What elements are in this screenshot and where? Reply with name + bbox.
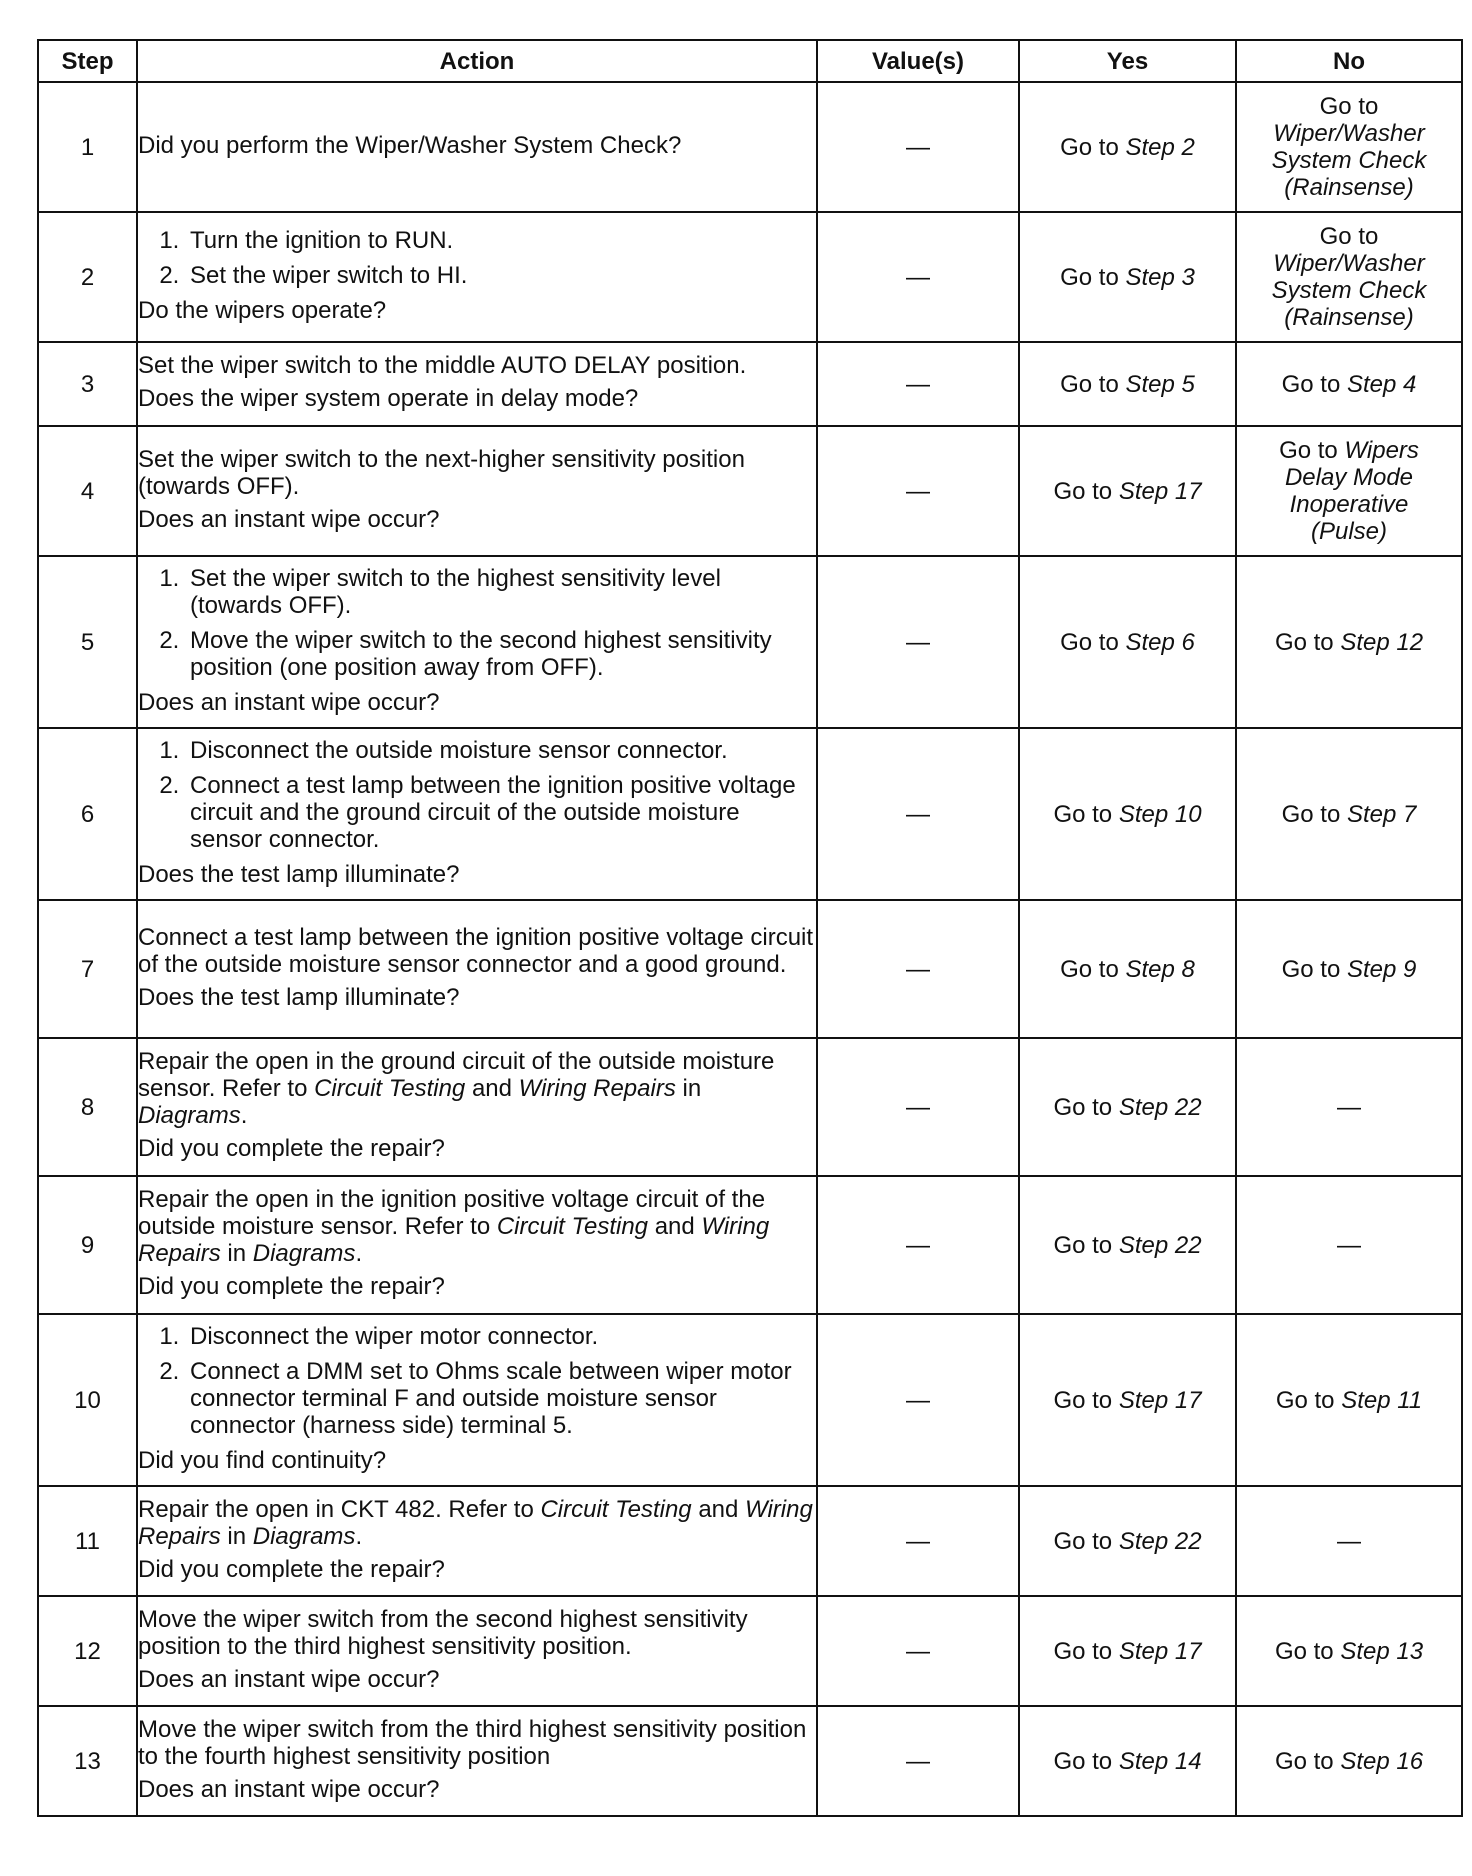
value-cell: — bbox=[817, 1314, 1019, 1486]
action-cell bbox=[137, 212, 817, 342]
no-step-ref: Step 13 bbox=[1340, 1637, 1424, 1665]
yes-step-ref: Step 5 bbox=[1125, 370, 1195, 398]
no-step-ref: Step 11 bbox=[1341, 1386, 1423, 1414]
value-cell: — bbox=[817, 82, 1019, 212]
step-number: 10 bbox=[38, 1314, 137, 1486]
yes-step-ref: Step 3 bbox=[1125, 263, 1195, 291]
table-row bbox=[38, 1038, 1462, 1176]
step-number: 9 bbox=[38, 1176, 137, 1314]
action-cell bbox=[137, 1038, 817, 1176]
action-instruction: Move the wiper switch from the third highest sensitivity position to the fourth highest sensitivity position bbox=[138, 1715, 807, 1770]
action-step-item: 2. Connect a test lamp between the ignition positive voltage circuit and the ground circuit of the outside moisture sensor connector. bbox=[186, 772, 816, 853]
action-question: Did you find continuity? bbox=[138, 1446, 387, 1474]
value-cell: — bbox=[817, 426, 1019, 556]
action-cell bbox=[137, 1486, 817, 1596]
yes-cell: Go to Step 22 bbox=[1019, 1486, 1236, 1596]
action-cell bbox=[137, 1706, 817, 1816]
table-row bbox=[38, 900, 1462, 1038]
step-number: 12 bbox=[38, 1596, 137, 1706]
no-step-ref: Step 4 bbox=[1346, 370, 1417, 398]
yes-cell: Go to Step 3 bbox=[1019, 212, 1236, 342]
header-step: Step bbox=[38, 40, 137, 82]
yes-step-ref: Step 2 bbox=[1125, 133, 1195, 161]
table-row bbox=[38, 82, 1462, 212]
yes-step-ref: Step 22 bbox=[1118, 1231, 1202, 1259]
action-question: Does an instant wipe occur? bbox=[138, 688, 440, 716]
no-step-ref: Step 9 bbox=[1346, 955, 1417, 983]
value-cell: — bbox=[817, 1176, 1019, 1314]
no-step-ref: Step 7 bbox=[1346, 800, 1417, 828]
action-question: Does an instant wipe occur? bbox=[138, 1665, 440, 1693]
yes-cell: Go to Step 17 bbox=[1019, 426, 1236, 556]
action-step-item: 1. Disconnect the wiper motor connector. bbox=[186, 1323, 816, 1350]
header-no: No bbox=[1236, 40, 1462, 82]
action-step-item: 2. Set the wiper switch to HI. bbox=[186, 262, 816, 289]
no-cell: Go to Wipers Delay Mode Inoperative (Pulse) bbox=[1236, 426, 1462, 556]
action-instruction: Move the wiper switch from the second highest sensitivity position to the third highest sensitivity position. bbox=[138, 1605, 748, 1660]
table-row bbox=[38, 556, 1462, 728]
step-number: 8 bbox=[38, 1038, 137, 1176]
value-cell: — bbox=[817, 556, 1019, 728]
action-question: Does the wiper system operate in delay mode? bbox=[138, 385, 639, 412]
action-question: Did you complete the repair? bbox=[138, 1273, 445, 1300]
step-number: 2 bbox=[38, 212, 137, 342]
value-cell: — bbox=[817, 342, 1019, 426]
step-number: 13 bbox=[38, 1706, 137, 1816]
action-steps bbox=[138, 1323, 816, 1439]
action-cell bbox=[137, 728, 817, 900]
action-cell bbox=[137, 556, 817, 728]
yes-step-ref: Step 22 bbox=[1118, 1527, 1202, 1555]
step-number: 5 bbox=[38, 556, 137, 728]
no-cell: Go to Step 11 bbox=[1236, 1314, 1462, 1486]
value-cell: — bbox=[817, 1038, 1019, 1176]
step-number: 4 bbox=[38, 426, 137, 556]
no-cell: — bbox=[1236, 1038, 1462, 1176]
action-step-item: 2. Move the wiper switch to the second highest sensitivity position (one position away from OFF). bbox=[186, 627, 816, 681]
step-number: 11 bbox=[38, 1486, 137, 1596]
step-number: 1 bbox=[38, 82, 137, 212]
no-cell: Go to Step 16 bbox=[1236, 1706, 1462, 1816]
action-cell bbox=[137, 900, 817, 1038]
action-cell bbox=[137, 1314, 817, 1486]
yes-cell: Go to Step 22 bbox=[1019, 1038, 1236, 1176]
no-cell: Go to Step 7 bbox=[1236, 728, 1462, 900]
no-step-ref: Step 12 bbox=[1340, 628, 1424, 656]
no-cell: Go to Wiper/Washer System Check (Rainsense) bbox=[1236, 212, 1462, 342]
yes-step-ref: Step 8 bbox=[1125, 955, 1195, 983]
action-step-item: 2. Connect a DMM set to Ohms scale between wiper motor connector terminal F and outside moisture sensor connector (harness side) terminal 5. bbox=[186, 1358, 816, 1439]
action-question: Does an instant wipe occur? bbox=[138, 505, 440, 533]
step-number: 6 bbox=[38, 728, 137, 900]
no-cell: Go to Wiper/Washer System Check (Rainsense) bbox=[1236, 82, 1462, 212]
table-row bbox=[38, 1314, 1462, 1486]
header-values: Value(s) bbox=[817, 40, 1019, 82]
action-question: Does the test lamp illuminate? bbox=[138, 860, 460, 888]
action-steps bbox=[138, 227, 816, 289]
no-cell: Go to Step 12 bbox=[1236, 556, 1462, 728]
header-row bbox=[38, 40, 1462, 82]
action-instruction: Repair the open in CKT 482. Refer to Circuit Testing and Wiring Repairs in Diagrams. bbox=[138, 1495, 813, 1550]
action-step-item: 1. Disconnect the outside moisture sensor connector. bbox=[186, 737, 816, 764]
no-cell: Go to Step 4 bbox=[1236, 342, 1462, 426]
step-number: 7 bbox=[38, 900, 137, 1038]
no-procedure-ref: Wipers bbox=[1344, 437, 1419, 464]
yes-cell: Go to Step 17 bbox=[1019, 1596, 1236, 1706]
action-cell bbox=[137, 342, 817, 426]
header-yes: Yes bbox=[1019, 40, 1236, 82]
action-cell bbox=[137, 82, 817, 212]
yes-cell: Go to Step 8 bbox=[1019, 900, 1236, 1038]
action-step-item: 1. Set the wiper switch to the highest sensitivity level (towards OFF). bbox=[186, 565, 816, 619]
action-cell bbox=[137, 426, 817, 556]
yes-cell: Go to Step 10 bbox=[1019, 728, 1236, 900]
value-cell: — bbox=[817, 1596, 1019, 1706]
no-step-ref: Step 16 bbox=[1340, 1747, 1424, 1775]
action-question: Does an instant wipe occur? bbox=[138, 1775, 440, 1803]
no-cell: Go to Step 9 bbox=[1236, 900, 1462, 1038]
table-row bbox=[38, 1596, 1462, 1706]
action-instruction: Set the wiper switch to the middle AUTO DELAY position. bbox=[138, 352, 747, 379]
value-cell: — bbox=[817, 1706, 1019, 1816]
value-cell: — bbox=[817, 900, 1019, 1038]
yes-cell: Go to Step 5 bbox=[1019, 342, 1236, 426]
no-procedure-ref: Wiper/Washer bbox=[1273, 120, 1425, 147]
action-question: Did you complete the repair? bbox=[138, 1135, 445, 1162]
action-question: Does the test lamp illuminate? bbox=[138, 983, 460, 1011]
yes-cell: Go to Step 2 bbox=[1019, 82, 1236, 212]
header-action: Action bbox=[137, 40, 817, 82]
step-number: 3 bbox=[38, 342, 137, 426]
yes-step-ref: Step 14 bbox=[1118, 1747, 1202, 1775]
action-instruction: Connect a test lamp between the ignition positive voltage circuit of the outside moisture sensor connector and a good ground. bbox=[138, 923, 814, 978]
no-cell: — bbox=[1236, 1486, 1462, 1596]
yes-step-ref: Step 17 bbox=[1118, 1637, 1202, 1665]
action-steps bbox=[138, 565, 816, 681]
yes-cell: Go to Step 17 bbox=[1019, 1314, 1236, 1486]
action-instruction: Repair the open in the ground circuit of the outside moisture sensor. Refer to Circuit Testing and Wiring Repairs in Diagrams. bbox=[138, 1048, 775, 1129]
action-cell bbox=[137, 1176, 817, 1314]
action-question: Did you perform the Wiper/Washer System Check? bbox=[138, 131, 682, 159]
action-question: Did you complete the repair? bbox=[138, 1555, 445, 1583]
value-cell: — bbox=[817, 728, 1019, 900]
value-cell: — bbox=[817, 1486, 1019, 1596]
action-instruction: Set the wiper switch to the next-higher sensitivity position (towards OFF). bbox=[138, 445, 745, 500]
yes-step-ref: Step 17 bbox=[1118, 1386, 1202, 1414]
table-row bbox=[38, 1176, 1462, 1314]
no-cell: — bbox=[1236, 1176, 1462, 1314]
table-row bbox=[38, 342, 1462, 426]
yes-cell: Go to Step 22 bbox=[1019, 1176, 1236, 1314]
action-step-item: 1. Turn the ignition to RUN. bbox=[186, 227, 816, 254]
yes-step-ref: Step 6 bbox=[1125, 628, 1195, 656]
table-row bbox=[38, 426, 1462, 556]
action-cell bbox=[137, 1596, 817, 1706]
yes-step-ref: Step 10 bbox=[1118, 800, 1202, 828]
yes-cell: Go to Step 6 bbox=[1019, 556, 1236, 728]
yes-step-ref: Step 22 bbox=[1118, 1093, 1202, 1121]
action-instruction: Repair the open in the ignition positive voltage circuit of the outside moisture sensor. Refer to Circuit Testing and Wiring Repairs in Diagrams. bbox=[138, 1186, 770, 1267]
action-question: Do the wipers operate? bbox=[138, 296, 387, 324]
diagnostic-table bbox=[37, 39, 1463, 1817]
table-row bbox=[38, 728, 1462, 900]
table-row bbox=[38, 1486, 1462, 1596]
table-row bbox=[38, 212, 1462, 342]
table-row bbox=[38, 1706, 1462, 1816]
no-cell: Go to Step 13 bbox=[1236, 1596, 1462, 1706]
yes-cell: Go to Step 14 bbox=[1019, 1706, 1236, 1816]
action-steps bbox=[138, 737, 816, 853]
no-procedure-ref: Wiper/Washer bbox=[1273, 250, 1425, 277]
value-cell: — bbox=[817, 212, 1019, 342]
yes-step-ref: Step 17 bbox=[1118, 477, 1202, 505]
